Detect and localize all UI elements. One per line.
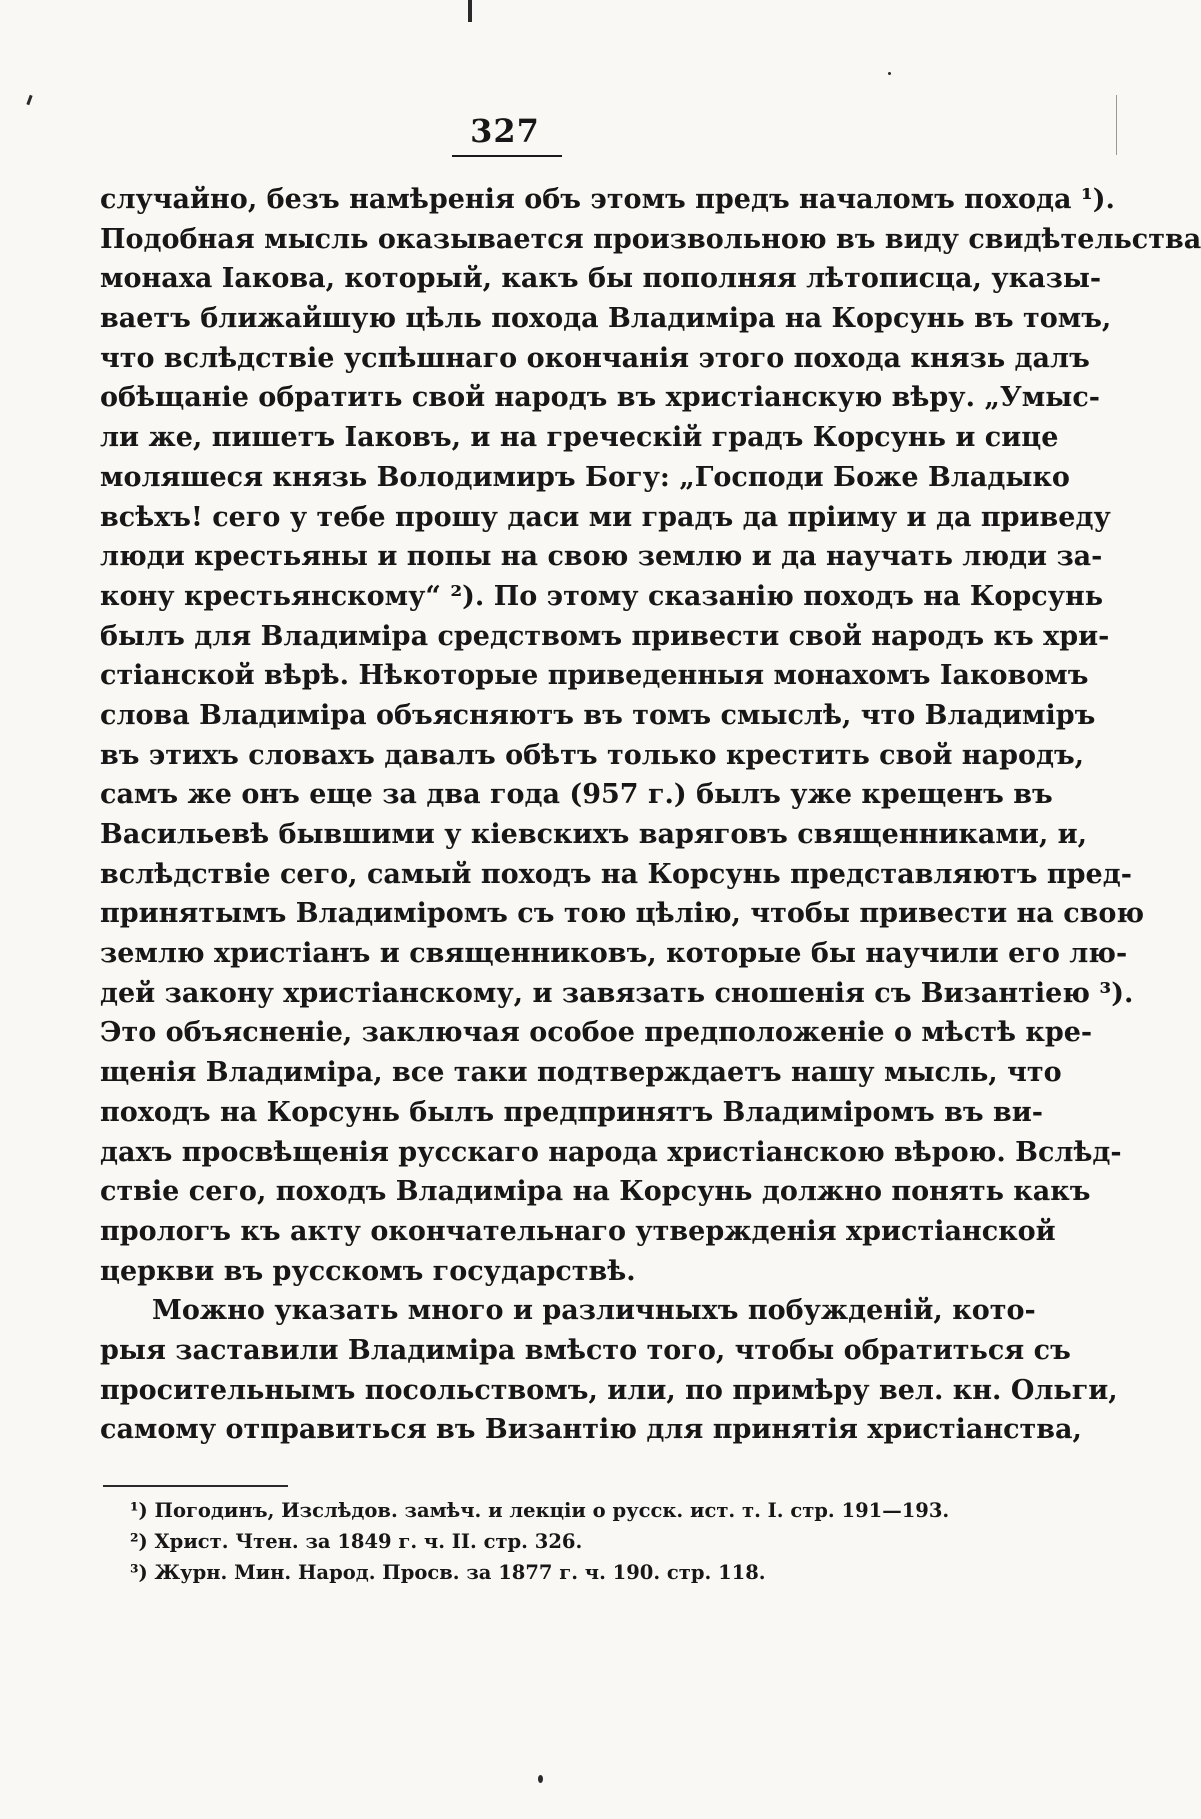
paragraph-start-line: Можно указать много и различныхъ побужденій, кото- [152,1295,1036,1327]
text-line: былъ для Владиміра средствомъ привести свой народъ къ хри- [100,620,1110,652]
text-line: землю христіанъ и священниковъ, которые бы научили его лю- [100,938,1128,970]
text-line: дей закону христіанскому, и завязать сношенія съ Византіею ³). [100,977,1134,1009]
ink-mark-left [26,95,32,105]
footnotes [130,1495,950,1588]
text-line: люди крестьяны и попы на свою землю и да научать люди за- [100,541,1103,573]
text-line: прологъ къ акту окончательнаго утвержденія христіанской [100,1215,1056,1247]
text-line: дахъ просвѣщенія русскаго народа христіанскою вѣрою. Вслѣд- [100,1136,1122,1168]
text-line: принятымъ Владиміромъ съ тою цѣлію, чтобы привести на свою [100,898,1145,930]
text-line: случайно, безъ намѣренія объ этомъ предъ началомъ похода ¹). [100,184,1115,215]
footnote-1: ¹) Погодинъ, Изслѣдов. замѣч. и лекціи о русск. ист. т. I. стр. 191—193. [130,1499,950,1522]
page-number: 327 [470,112,540,150]
text-line: Подобная мысль оказывается произвольною въ виду свидѣтельства [100,223,1201,255]
page-number-rule [452,155,562,157]
text-line: стіанской вѣрѣ. Нѣкоторые приведенныя монахомъ Іаковомъ [100,660,1089,692]
text-line: самъ же онъ еще за два года (957 г.) былъ уже крещенъ въ [100,779,1053,811]
text-line: походъ на Корсунь былъ предпринятъ Владиміромъ въ ви- [100,1096,1043,1128]
text-line: щенія Владиміра, все таки подтверждаетъ нашу мысль, что [100,1057,1062,1089]
text-line: самому отправиться въ Византію для принятія христіанства, [100,1414,1082,1446]
text-line: ли же, пишетъ Іаковъ, и на греческій градъ Корсунь и сице [100,422,1059,454]
footnote-3: ³) Журн. Мин. Народ. Просв. за 1877 г. ч. 190. стр. 118. [130,1561,766,1584]
text-line: просительнымъ посольствомъ, или, по примѣру вел. кн. Ольги, [100,1374,1118,1406]
footnote-rule [103,1485,288,1487]
text-line: ваетъ ближайшую цѣль похода Владиміра на Корсунь въ томъ, [100,303,1112,335]
body-text [100,180,1201,1450]
text-line: моляшеся князь Володимиръ Богу: „Господи Боже Владыко [100,461,1070,493]
text-line: Это объясненіе, заключая особое предположеніе о мѣстѣ кре- [100,1017,1093,1049]
ink-dot [888,72,891,75]
text-line: Васильевѣ бывшими у кіевскихъ варяговъ священниками, и, [100,819,1088,850]
text-line: ствіе сего, походъ Владиміра на Корсунь должно понять какъ [100,1176,1091,1208]
text-line: рыя заставили Владиміра вмѣсто того, чтобы обратиться съ [100,1334,1071,1366]
footnote-2: ²) Христ. Чтен. за 1849 г. ч. II. стр. 326. [130,1530,583,1553]
text-line: вслѣдствіе сего, самый походъ на Корсунь представляютъ пред- [100,858,1132,890]
text-line: монаха Іакова, который, какъ бы пополняя лѣтописца, указы- [100,263,1102,295]
margin-line [1116,95,1117,155]
ink-dot-bottom [538,1775,543,1783]
paragraph-end-line: церкви въ русскомъ государствѣ. [100,1255,636,1287]
text-line: обѣщаніе обратить свой народъ въ христіанскую вѣру. „Умыс- [100,382,1100,414]
text-line: всѣхъ! сего у тебе прошу даси ми градъ да пріиму и да приведу [100,501,1111,533]
text-line: слова Владиміра объясняютъ въ томъ смыслѣ, что Владиміръ [100,699,1096,731]
ink-mark-top [468,0,472,22]
text-line: что вслѣдствіе успѣшнаго окончанія этого похода князь далъ [100,342,1090,374]
text-line: кону крестьянскому“ ²). По этому сказанію походъ на Корсунь [100,580,1104,612]
text-line: въ этихъ словахъ давалъ обѣтъ только крестить свой народъ, [100,739,1085,771]
